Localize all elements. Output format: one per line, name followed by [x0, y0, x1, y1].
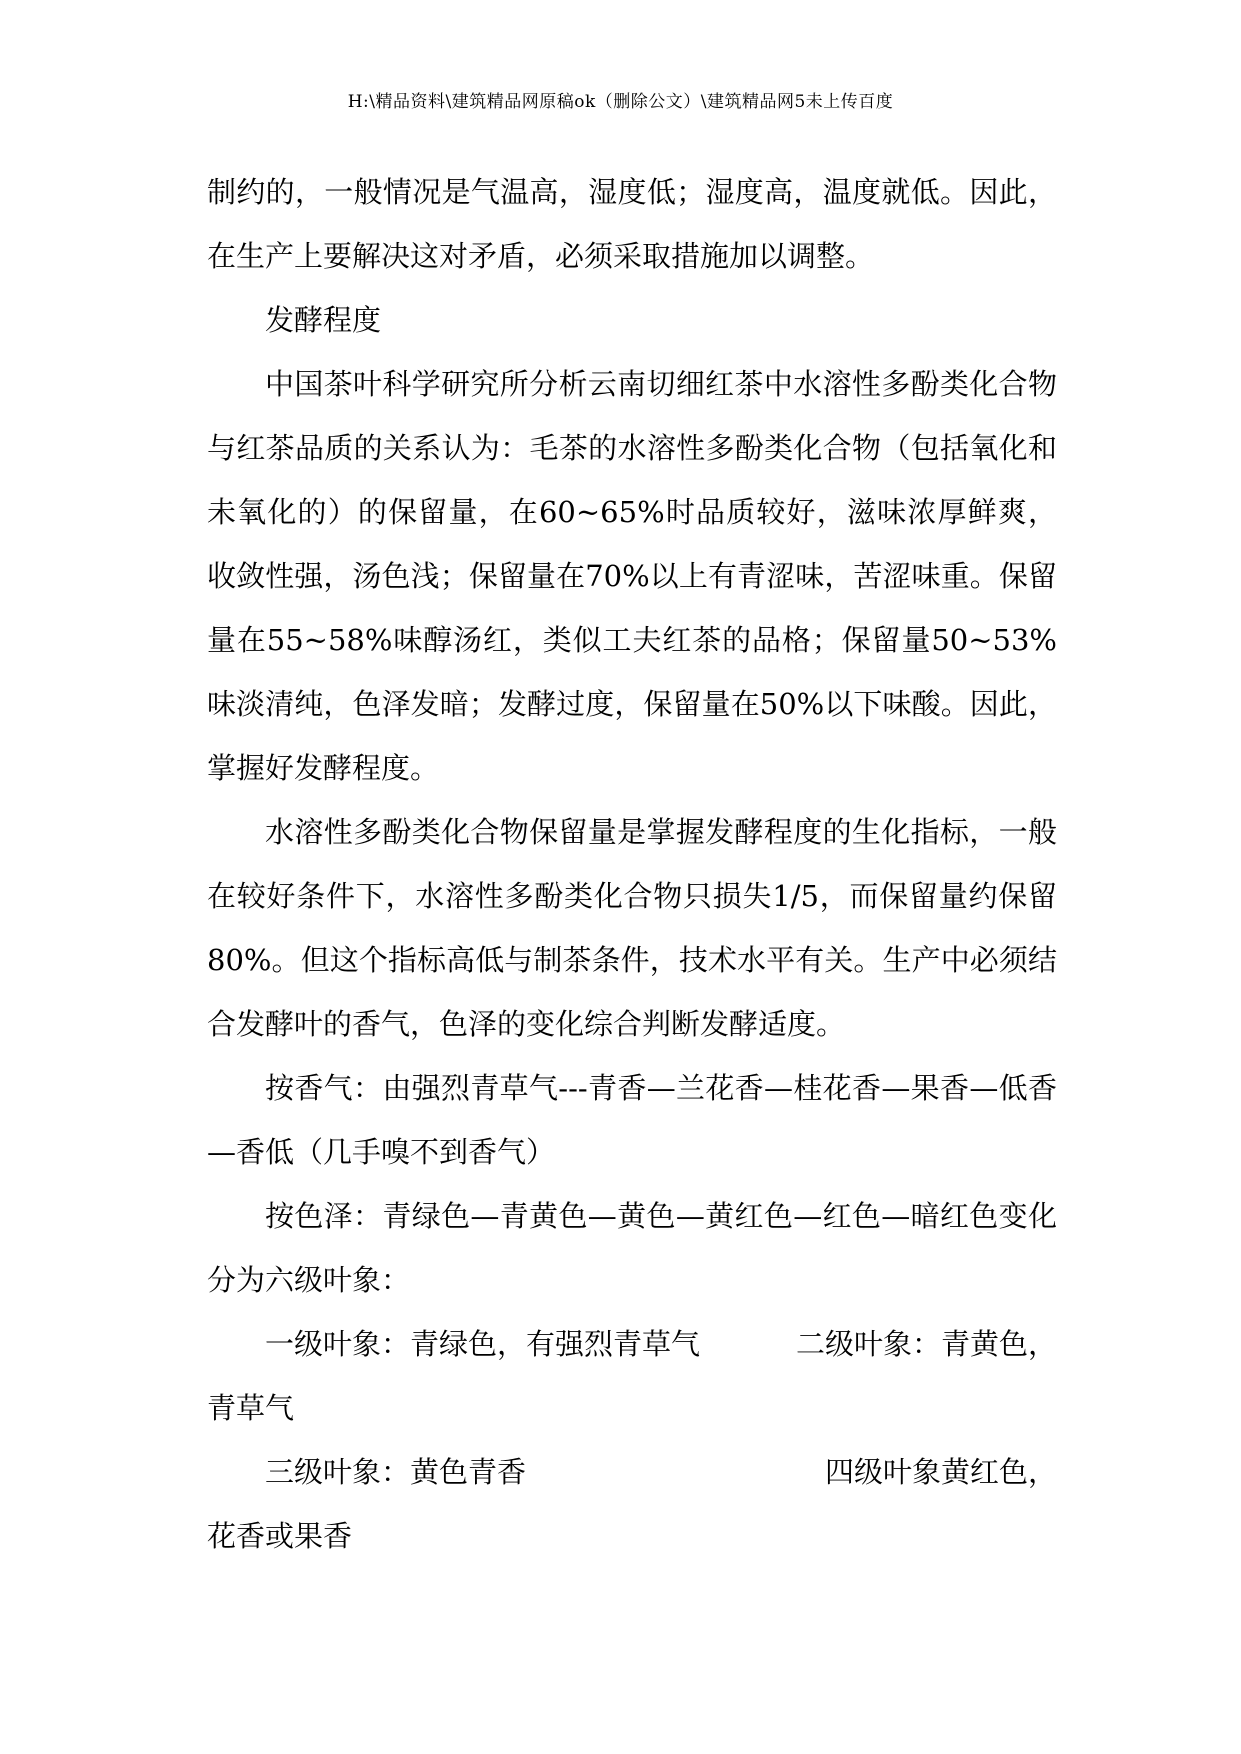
leaf-level-row-3-4 — [207, 1440, 1057, 1504]
section-heading-fermentation: 发酵程度 — [265, 303, 382, 337]
paragraph-color-stages: 按色泽：青绿色—青黄色—黄色—黄红色—红色—暗红色变化分为六级叶象： — [207, 1199, 1057, 1297]
document-body — [207, 160, 1057, 1568]
document-path-header: H:\精品资料\建筑精品网原稿ok（删除公文）\建筑精品网5未上传百度 — [347, 92, 894, 112]
leaf-level-2-continued: 青草气 — [207, 1391, 295, 1425]
leaf-level-3: 三级叶象：黄色青香 — [265, 1455, 527, 1489]
paragraph-polyphenol-analysis: 中国茶叶科学研究所分析云南切细红茶中水溶性多酚类化合物与红茶品质的关系认为：毛茶的水溶性多酚类化合物（包括氧化和未氧化的）的保留量，在60~65%时品质较好，滋味浓厚鲜爽，收敛性强，汤色浅；保留量在70%以上有青涩味，苦涩味重。保留量在55~58%味醇汤红，类似工夫红茶的品格；保留量50~53%味淡清纯，色泽发暗；发酵过度，保留量在50%以下味酸。因此，掌握好发酵程度。 — [207, 367, 1057, 785]
leaf-level-2: 二级叶象：青黄色， — [795, 1327, 1057, 1361]
leaf-level-4: 四级叶象黄红色， — [824, 1455, 1057, 1489]
paragraph-humidity: 制约的，一般情况是气温高，湿度低；湿度高，温度就低。因此，在生产上要解决这对矛盾，必须采取措施加以调整。 — [207, 175, 1057, 273]
leaf-level-1: 一级叶象：青绿色，有强烈青草气 — [265, 1327, 701, 1361]
paragraph-aroma-stages: 按香气：由强烈青草气---青香—兰花香—桂花香—果香—低香—香低（几手嗅不到香气） — [207, 1071, 1057, 1169]
paragraph-biochemical-index: 水溶性多酚类化合物保留量是掌握发酵程度的生化指标，一般在较好条件下，水溶性多酚类化合物只损失1/5，而保留量约保留80%。但这个指标高低与制茶条件，技术水平有关。生产中必须结合发酵叶的香气，色泽的变化综合判断发酵适度。 — [207, 815, 1057, 1041]
leaf-level-row-1-2 — [207, 1312, 1057, 1376]
leaf-level-4-continued: 花香或果香 — [207, 1519, 353, 1553]
